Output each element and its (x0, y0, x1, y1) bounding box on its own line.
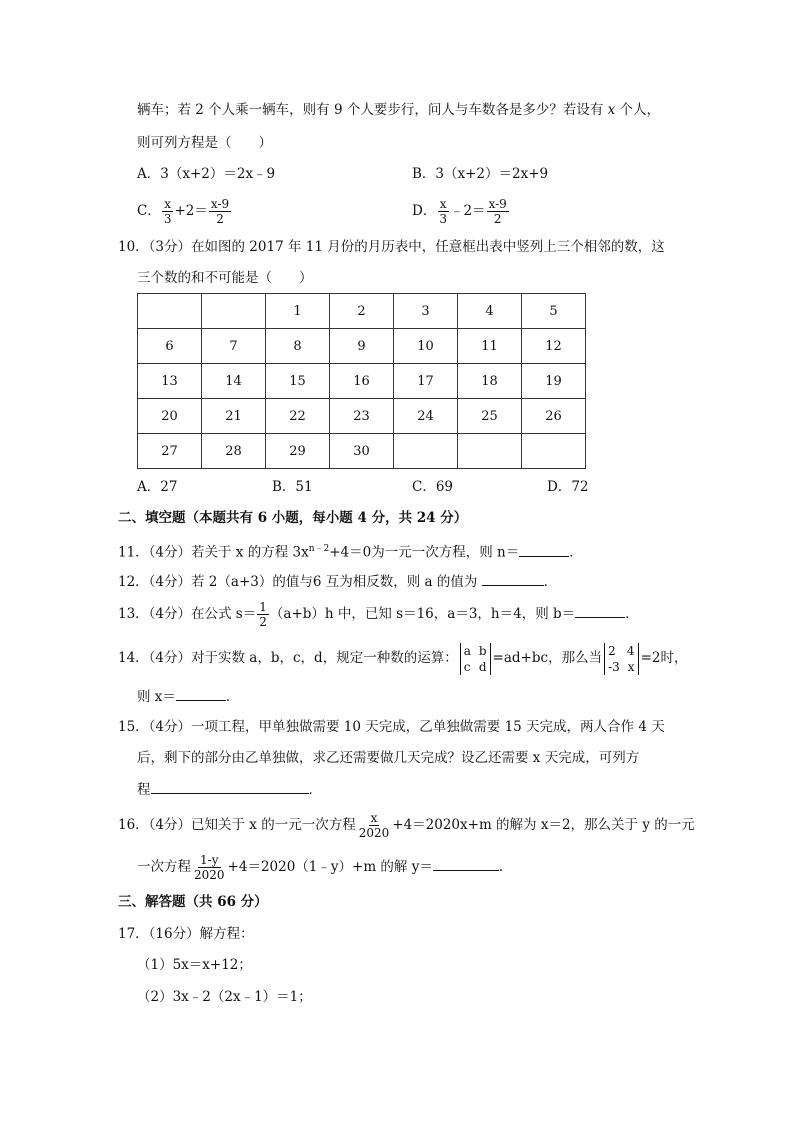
calendar-cell: 25 (458, 399, 522, 434)
calendar-cell: 11 (458, 329, 522, 364)
calendar-cell: 16 (330, 364, 394, 399)
q12: 12．（4分）若 2（a+3）的值与6 互为相反数，则 a 的值为 ． (118, 571, 557, 592)
q17-part1: （1）5x＝x+12； (137, 957, 252, 973)
q9-option-c: C． $\frac{x}{3}$ +2＝ $\frac{x-9}{2}$ (137, 197, 230, 226)
q10-option-c: C．69 (412, 479, 454, 495)
calendar-cell: 10 (394, 329, 458, 364)
q17-title: 17．（16分）解方程： (118, 926, 254, 942)
calendar-cell: 23 (330, 399, 394, 434)
calendar-cell: 29 (266, 434, 330, 469)
q10-option-a: A．27 (137, 479, 178, 495)
calendar-table (137, 293, 586, 469)
fraction: $\frac{x-9}{2}$ (488, 197, 507, 226)
fraction: $\frac{x}{3}$ (439, 197, 447, 226)
q10-option-d: D．72 (547, 479, 589, 495)
calendar-row (138, 434, 586, 469)
calendar-cell: 20 (138, 399, 202, 434)
fraction: $\frac{1-y}{2020}$ (194, 853, 225, 882)
answer-blank[interactable] (176, 686, 226, 701)
calendar-cell: 22 (266, 399, 330, 434)
calendar-cell (138, 294, 202, 329)
calendar-cell: 8 (266, 329, 330, 364)
fraction: $\frac{x}{3}$ (163, 197, 172, 226)
calendar-cell: 5 (522, 294, 586, 329)
q16-line1: 16．（4分）已知关于 x 的一元一次方程 $\frac{x}{2020}$ +4＝2020x+m 的解为 x＝2，那么关于 y 的一元 (118, 811, 695, 840)
q9-option-b: B．3（x+2）＝2x+9 (412, 166, 549, 182)
calendar-cell: 24 (394, 399, 458, 434)
answer-blank[interactable] (575, 603, 625, 618)
calendar-cell: 28 (202, 434, 266, 469)
calendar-cell (522, 434, 586, 469)
q9-line1: 辆车；若 2 个人乘一辆车，则有 9 个人要步行，问人与车数各是多少？若设有 x 个人， (137, 102, 661, 118)
calendar-cell: 21 (202, 399, 266, 434)
q9-option-a: A．3（x+2）＝2x﹣9 (137, 166, 276, 182)
calendar-cell: 6 (138, 329, 202, 364)
q11: 11．（4分）若关于 x 的方程 $3x^{n﹣2}+4=0$为一元一次方程，则 n＝ ． (118, 539, 583, 563)
determinant-abcd: a b c d (460, 643, 491, 675)
calendar-cell: 27 (138, 434, 202, 469)
q17-part2: （2）3x﹣2（2x﹣1）＝1； (137, 989, 312, 1005)
section-3-heading: 三、解答题（共 66 分） (118, 894, 268, 910)
answer-blank[interactable] (519, 542, 569, 557)
calendar-cell: 15 (266, 364, 330, 399)
calendar-cell (394, 434, 458, 469)
answer-blank[interactable] (482, 571, 544, 586)
calendar-cell: 19 (522, 364, 586, 399)
q16-line2: 一次方程 $\frac{1-y}{2020}$ +4＝2020（1﹣y）+m 的解 y＝ ． (137, 853, 513, 882)
calendar-cell: 2 (330, 294, 394, 329)
calendar-cell: 30 (330, 434, 394, 469)
calendar-cell: 12 (522, 329, 586, 364)
answer-blank[interactable] (433, 856, 499, 871)
q10-line1: 10．（3分）在如图的 2017 年 11 月份的月历表中，任意框出表中竖列上三个相邻的数，这 (118, 239, 665, 255)
calendar-cell: 1 (266, 294, 330, 329)
calendar-cell: 14 (202, 364, 266, 399)
calendar-cell: 17 (394, 364, 458, 399)
answer-blank[interactable] (151, 779, 309, 794)
calendar-cell (202, 294, 266, 329)
section-2-heading: 二、填空题（本题共有 6 小题，每小题 4 分，共 24 分） (118, 510, 468, 526)
calendar-cell: 18 (458, 364, 522, 399)
calendar-row (138, 399, 586, 434)
fraction: $\frac{x-9}{2}$ (210, 197, 230, 226)
calendar-row (138, 329, 586, 364)
calendar-cell: 3 (394, 294, 458, 329)
q10-option-b: B．51 (272, 479, 313, 495)
calendar-cell: 26 (522, 399, 586, 434)
calendar-cell: 4 (458, 294, 522, 329)
calendar-cell (458, 434, 522, 469)
fraction: $\frac{1}{2}$ (259, 600, 267, 629)
q15-line3: 程 ． (137, 779, 322, 800)
determinant-numeric: 2 4 -3 x (604, 643, 638, 675)
q10-line2: 三个数的和不可能是（ ） (137, 270, 313, 286)
q14-line2: 则 x＝ ． (137, 686, 239, 707)
fraction: $\frac{x}{2020}$ (358, 811, 390, 840)
q14: 14．（4分）对于实数 a，b，c，d，规定一种数的运算： a b c d =ad+bc，那么当 2 4 -3 x =2时， (118, 643, 688, 674)
q13: 13．（4分）在公式 s＝ $\frac{1}{2}$ （a+b）h 中，已知 s＝16，a＝3，h＝4，则 b＝ ． (118, 600, 639, 629)
q15-line1: 15．（4分）一项工程，甲单独做需要 10 天完成，乙单独做需要 15 天完成，两人合作 4 天 (118, 719, 665, 735)
calendar-cell: 9 (330, 329, 394, 364)
calendar-cell: 13 (138, 364, 202, 399)
q9-option-d: D． $\frac{x}{3}$ ﹣2＝ $\frac{x-9}{2}$ (412, 197, 507, 226)
calendar-cell: 7 (202, 329, 266, 364)
calendar-row (138, 364, 586, 399)
q15-line2: 后，剩下的部分由乙单独做，求乙还需要做几天完成？设乙还需要 x 天完成，可列方 (137, 750, 640, 766)
q9-line2: 则可列方程是（ ） (137, 135, 272, 151)
calendar-row (138, 294, 586, 329)
